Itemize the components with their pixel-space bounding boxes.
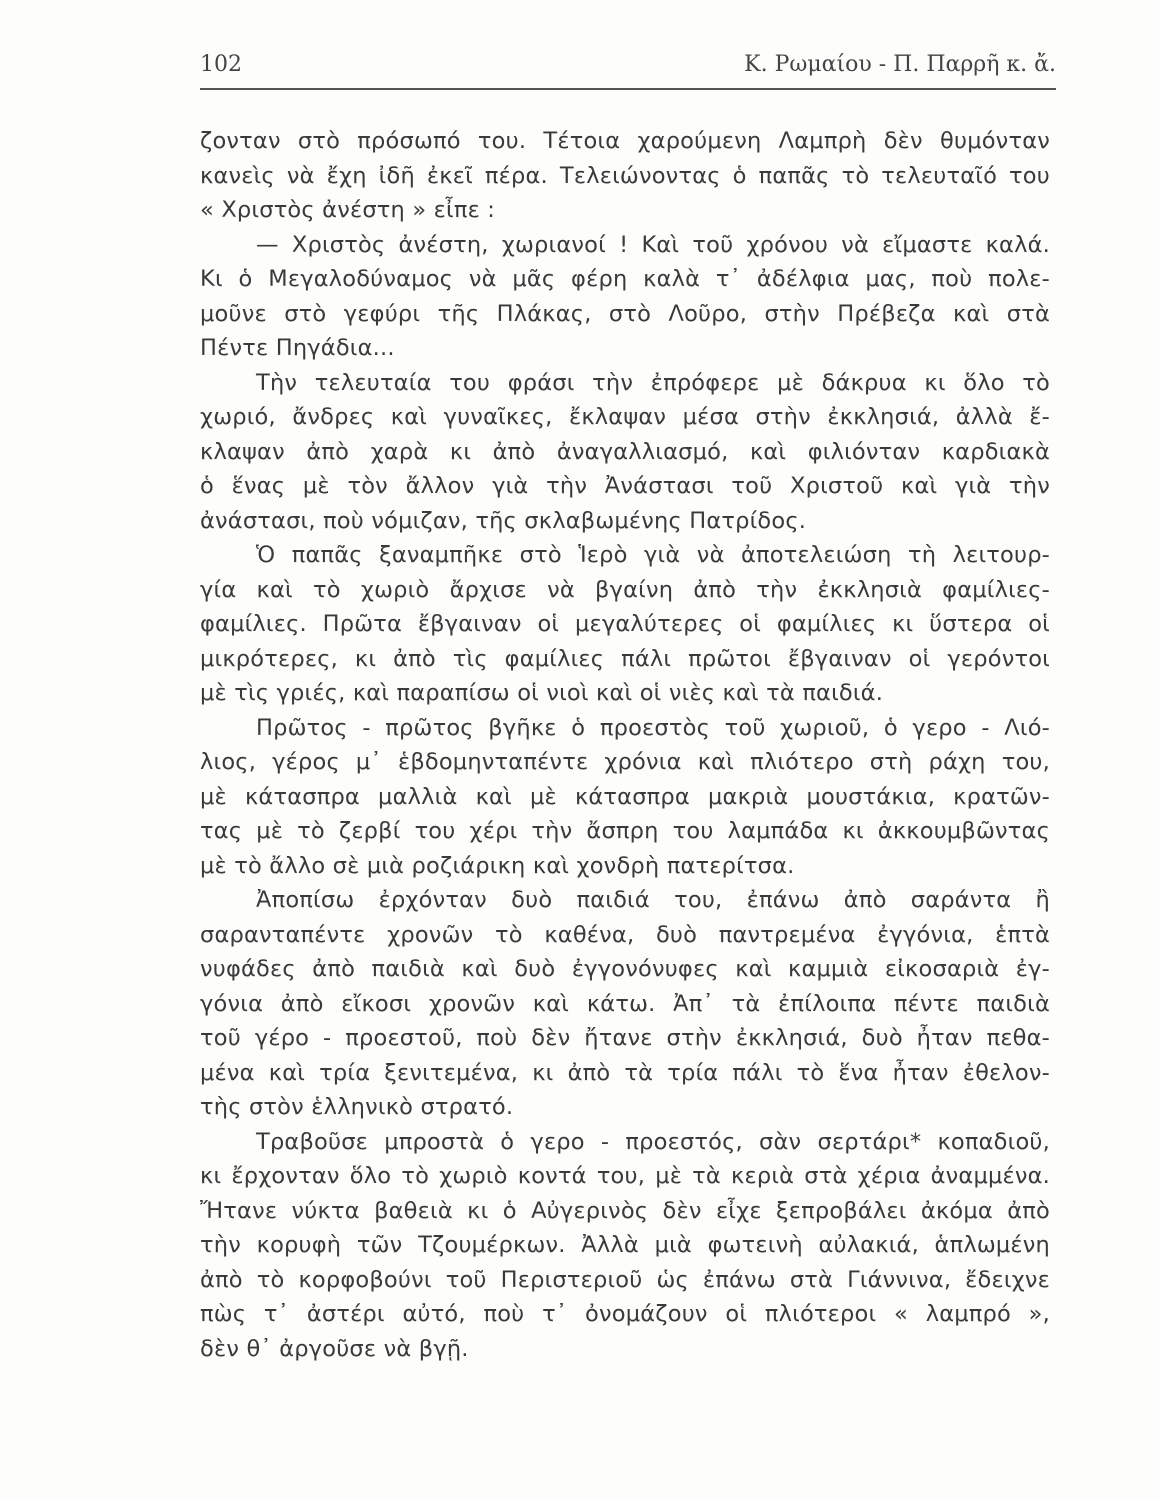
text-line: — Χριστὸς ἀνέστη, χωριανοί ! Καὶ τοῦ χρόνου νὰ εἴμαστε καλά. bbox=[256, 231, 1050, 258]
running-title: Κ. Ρωμαίου - Π. Παρρῆ κ. ἄ. bbox=[744, 52, 1056, 77]
text-line: μὲ τὸ ἄλλο σὲ μιὰ ροζιάρικη καὶ χονδρὴ πατερίτσα. bbox=[200, 852, 795, 879]
text-line: μοῦνε στὸ γεφύρι τῆς Πλάκας, στὸ Λοῦρο, στὴν Πρέβεζα καὶ στὰ bbox=[200, 300, 1050, 327]
text-line: κι ἔρχονταν ὅλο τὸ χωριὸ κοντά του, μὲ τὰ κεριὰ στὰ χέρια ἀναμμένα. bbox=[200, 1163, 1050, 1189]
text-line: σαρανταπέντε χρονῶν τὸ καθένα, δυὸ παντρεμένα ἐγγόνια, ἑπτὰ bbox=[200, 921, 1050, 948]
text-line: Ἀποπίσω ἐρχόνταν δυὸ παιδιά του, ἐπάνω ἀπὸ σαράντα ἢ bbox=[256, 887, 1050, 913]
header-rule bbox=[200, 88, 1056, 90]
running-head bbox=[200, 52, 1056, 88]
text-line: Τραβοῦσε μπροστὰ ὁ γερο - προεστός, σὰν σερτάρι* κοπαδιοῦ, bbox=[256, 1128, 1050, 1155]
text-line: μικρότερες, κι ἀπὸ τὶς φαμίλιες πάλι πρῶτοι ἔβγαιναν οἱ γερόντοι bbox=[200, 645, 1050, 672]
text-line: φαμίλιες. Πρῶτα ἔβγαιναν οἱ μεγαλύτερες οἱ φαμίλιες κι ὕστερα οἱ bbox=[200, 611, 1050, 637]
text-line: γόνια ἀπὸ εἴκοσι χρονῶν καὶ κάτω. Ἀπ᾿ τὰ ἐπίλοιπα πέντε παιδιὰ bbox=[200, 990, 1050, 1017]
text-line: « Χριστὸς ἀνέστη » εἶπε : bbox=[200, 197, 496, 223]
text-line: Πέντε Πηγάδια... bbox=[200, 335, 395, 361]
text-line: κλαψαν ἀπὸ χαρὰ κι ἀπὸ ἀναγαλλιασμό, καὶ φιλιόνταν καρδιακὰ bbox=[200, 438, 1050, 465]
text-line: μένα καὶ τρία ξενιτεμένα, κι ἀπὸ τὰ τρία πάλι τὸ ἕνα ἦταν ἐθελον- bbox=[200, 1059, 1050, 1086]
text-line: δὲν θ᾿ ἀργοῦσε νὰ βγῇ. bbox=[200, 1335, 469, 1362]
text-line: Πρῶτος - πρῶτος βγῆκε ὁ προεστὸς τοῦ χωριοῦ, ὁ γερο - Λιό- bbox=[256, 714, 1050, 741]
text-line: Ὁ παπᾶς ξαναμπῆκε στὸ Ἱερὸ γιὰ νὰ ἀποτελειώση τὴ λειτουρ- bbox=[256, 542, 1050, 568]
text-line: Ἤτανε νύκτα βαθειὰ κι ὁ Αὐγερινὸς δὲν εἶχε ξεπροβάλει ἀκόμα ἀπὸ bbox=[200, 1197, 1050, 1224]
text-line: γία καὶ τὸ χωριὸ ἄρχισε νὰ βγαίνη ἀπὸ τὴν ἐκκλησιὰ φαμίλιες- bbox=[200, 576, 1050, 603]
text-line: ζονταν στὸ πρόσωπό του. Τέτοια χαρούμενη Λαμπρὴ δὲν θυμόνταν bbox=[200, 128, 1050, 154]
text-line: τὴν κορυφὴ τῶν Τζουμέρκων. Ἀλλὰ μιὰ φωτεινὴ αὐλακιά, ἁπλωμένη bbox=[200, 1232, 1050, 1258]
text-line: χωριό, ἄνδρες καὶ γυναῖκες, ἔκλαψαν μέσα στὴν ἐκκλησιά, ἀλλὰ ἔ- bbox=[200, 404, 1050, 430]
page-number: 102 bbox=[200, 52, 242, 77]
text-line: λιος, γέρος μ᾿ ἑβδομηνταπέντε χρόνια καὶ πλιότερο στὴ ράχη του, bbox=[200, 749, 1050, 775]
text-line: τὴς στὸν ἑλληνικὸ στρατό. bbox=[200, 1094, 514, 1120]
text-line: ὁ ἕνας μὲ τὸν ἄλλον γιὰ τὴν Ἀνάστασι τοῦ Χριστοῦ καὶ γιὰ τὴν bbox=[200, 473, 1050, 499]
text-line: τοῦ γέρο - προεστοῦ, ποὺ δὲν ἤτανε στὴν ἐκκλησιά, δυὸ ἦταν πεθα- bbox=[200, 1025, 1050, 1051]
body-text bbox=[200, 124, 1050, 1366]
text-line: ἀνάστασι, ποὺ νόμιζαν, τῆς σκλαβωμένης Πατρίδος. bbox=[200, 507, 807, 534]
text-line: πὼς τ᾿ ἀστέρι αὐτό, ποὺ τ᾿ ὀνομάζουν οἱ πλιότεροι « λαμπρό », bbox=[200, 1301, 1050, 1327]
text-line: Τὴν τελευταία του φράσι τὴν ἐπρόφερε μὲ δάκρυα κι ὅλο τὸ bbox=[256, 369, 1050, 396]
text-line: ἀπὸ τὸ κορφοβούνι τοῦ Περιστεριοῦ ὡς ἐπάνω στὰ Γιάννινα, ἔδειχνε bbox=[200, 1266, 1050, 1293]
text-line: Κι ὁ Μεγαλοδύναμος νὰ μᾶς φέρη καλὰ τ᾿ ἀδέλφια μας, ποὺ πολε- bbox=[200, 266, 1050, 292]
text-line: μὲ τὶς γριές, καὶ παραπίσω οἱ νιοὶ καὶ οἱ νιὲς καὶ τὰ παιδιά. bbox=[200, 680, 884, 706]
text-line: νυφάδες ἀπὸ παιδιὰ καὶ δυὸ ἐγγονόνυφες καὶ καμμιὰ εἰκοσαριὰ ἐγ- bbox=[200, 956, 1050, 982]
text-line: μὲ κάτασπρα μαλλιὰ καὶ μὲ κάτασπρα μακριὰ μουστάκια, κρατῶν- bbox=[200, 783, 1050, 810]
text-line: κανεὶς νὰ ἔχη ἰδῆ ἐκεῖ πέρα. Τελειώνοντας ὁ παπᾶς τὸ τελευταῖό του bbox=[200, 162, 1050, 189]
text-line: τας μὲ τὸ ζερβί του χέρι τὴν ἄσπρη του λαμπάδα κι ἀκκουμβῶντας bbox=[200, 818, 1050, 844]
